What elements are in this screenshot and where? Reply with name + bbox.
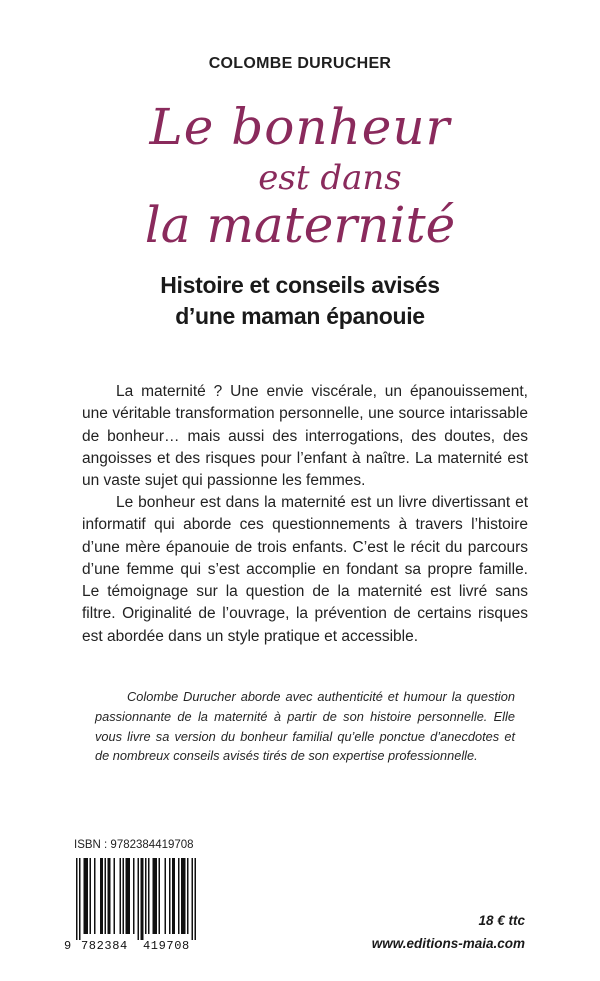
barcode-bar	[100, 858, 103, 934]
barcode-bar	[79, 858, 81, 940]
barcode-digit-prefix: 9	[64, 939, 72, 953]
barcode-bar	[187, 858, 189, 934]
barcode-bar	[145, 858, 147, 934]
barcode-bar	[192, 858, 194, 940]
title-line-1: Le bonheur	[149, 98, 451, 156]
price: 18 € ttc	[478, 913, 525, 928]
barcode-bar	[141, 858, 144, 940]
barcode-bar	[105, 858, 107, 934]
blurb-paragraph-2	[82, 492, 528, 648]
barcode-bar	[126, 858, 131, 934]
barcode-bar	[76, 858, 78, 940]
author-name: COLOMBE DURUCHER	[208, 55, 392, 72]
barcode-bar	[133, 858, 135, 934]
barcode-bar	[165, 858, 167, 934]
barcode-bar	[94, 858, 96, 934]
barcode-bar	[148, 858, 150, 934]
title-line-3: la maternité	[144, 196, 456, 254]
barcode-bar	[172, 858, 175, 934]
publisher-website: www.editions-maia.com	[371, 936, 525, 951]
blurb-paragraph-1	[82, 381, 528, 492]
barcode-bar	[195, 858, 197, 940]
barcode-bar	[138, 858, 140, 940]
barcode-bars	[66, 858, 200, 940]
barcode-bar	[120, 858, 122, 934]
subtitle-line-2: d’une maman épanouie	[175, 303, 425, 329]
title-line-2: est dans	[258, 158, 402, 198]
isbn-label: ISBN : 9782384419708	[74, 839, 194, 851]
barcode-bar	[178, 858, 180, 934]
barcode-bar	[159, 858, 161, 934]
barcode-bar	[169, 858, 171, 934]
barcode-digits-right: 419708	[143, 939, 190, 953]
barcode-bar	[181, 858, 186, 934]
barcode-bar	[123, 858, 125, 934]
barcode-bar	[108, 858, 111, 934]
barcode-bar	[153, 858, 158, 934]
paragraph-text: Le bonheur est dans la maternité est un livre divertissant et informatif qui aborde ces questionnements à travers l’histoire d’une mère épanouie de trois enfants. C’est le récit du parcours d’une femme qui s’est accomplie en fondant sa propre famille. Le témoignage sur la question de la maternité est livré sans filtre. Originalité de l’ouvrage, la prévention de certains risques est abordée dans un style pratique et accessible.	[82, 494, 528, 645]
barcode-bar	[84, 858, 89, 934]
paragraph-text: La maternité ? Une envie viscérale, un épanouissement, une véritable transformation personnelle, une source intarissable de bonheur… mais aussi des interrogations, des doutes, des angoisses et des risques pour l’enfant à naître. La maternité est un vaste sujet qui passionne les femmes.	[82, 383, 528, 490]
barcode-bar	[114, 858, 116, 934]
barcode-digits-left: 782384	[81, 939, 128, 953]
barcode-bar	[90, 858, 92, 934]
author-bio: Colombe Durucher aborde avec authenticité et humour la question passionnante de la maternité à partir de son histoire personnelle. Elle vous livre sa version du bonheur familial qu’elle ponctue d’anecdotes et de nombreux conseils avisés tirés de son expertise professionnelle.	[95, 689, 515, 764]
subtitle-line-1: Histoire et conseils avisés	[160, 272, 440, 298]
